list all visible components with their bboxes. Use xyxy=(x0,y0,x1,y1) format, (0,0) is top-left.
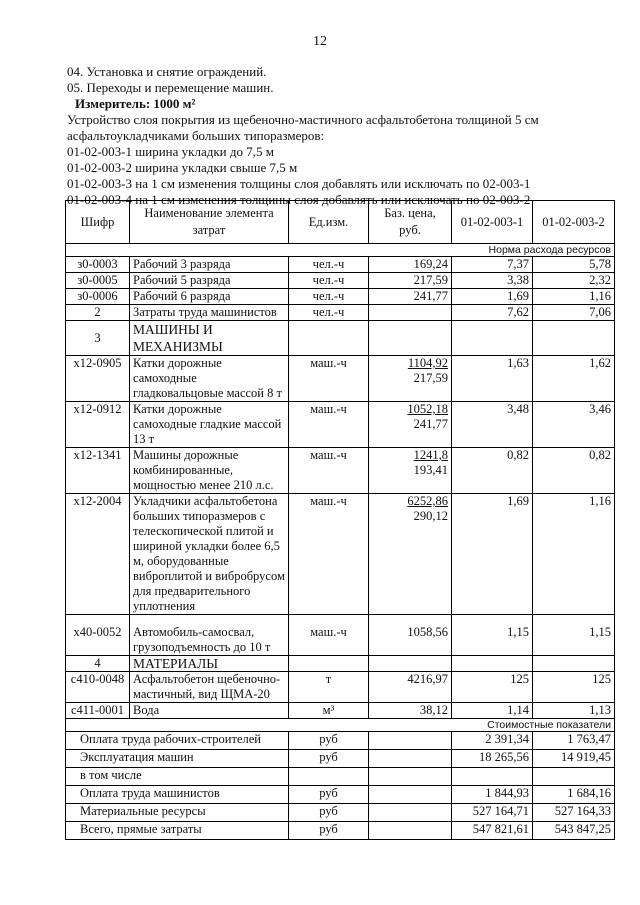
table-row xyxy=(66,615,615,656)
summary-unit xyxy=(289,768,369,786)
cell-v2: 3,46 xyxy=(533,402,615,448)
materials-section-row xyxy=(66,656,615,672)
cell-name: Катки дорожные самоходные гладковальцовые массой 8 т xyxy=(130,356,289,402)
cell-name: Асфальтобетон щебеночно-мастичный, вид ЩМА-20 xyxy=(130,672,289,703)
page-number: 12 xyxy=(313,34,327,49)
summary-v1: 527 164,71 xyxy=(452,804,533,822)
summary-row xyxy=(66,822,615,840)
summary-v1 xyxy=(452,768,533,786)
item-code-3: 01-02-003-3 на 1 см изменения толщины слоя добавлять или исключать по 02-003-1 xyxy=(67,176,531,191)
summary-name: Материальные ресурсы xyxy=(66,804,289,822)
price-operator: 193,41 xyxy=(413,463,448,477)
cell-unit: маш.-ч xyxy=(289,356,369,402)
cell-price: 241,77 xyxy=(369,289,452,305)
cell-v1: 3,38 xyxy=(452,273,533,289)
item-code-1: 01-02-003-1 ширина укладки до 7,5 м xyxy=(67,144,274,159)
cell-v1: 1,69 xyxy=(452,289,533,305)
resource-table xyxy=(65,200,615,840)
table-row xyxy=(66,257,615,273)
summary-v2: 1 763,47 xyxy=(533,732,615,750)
cell-v1: 1,15 xyxy=(452,615,533,656)
cell-code: с410-0048 xyxy=(66,672,130,703)
table-row xyxy=(66,402,615,448)
summary-unit: руб xyxy=(289,822,369,840)
header-col1: 01-02-003-1 xyxy=(452,201,533,244)
cell-code: х12-2004 xyxy=(66,494,130,615)
price-base: 1052,18 xyxy=(407,402,448,416)
cell-v1: 7,62 xyxy=(452,305,533,321)
operator-row xyxy=(66,305,615,321)
summary-name: Оплата труда машинистов xyxy=(66,786,289,804)
header-row xyxy=(66,201,615,244)
header-code: Шифр xyxy=(66,201,130,244)
price-operator: 241,77 xyxy=(413,417,448,431)
summary-row xyxy=(66,786,615,804)
cell-v2: 1,62 xyxy=(533,356,615,402)
intro-block xyxy=(67,64,627,208)
cell-price xyxy=(369,402,452,448)
cell-name: Затраты труда машинистов xyxy=(130,305,289,321)
intro-line-1: 04. Установка и снятие ограждений. xyxy=(67,64,267,79)
summary-name: Оплата труда рабочих-строителей xyxy=(66,732,289,750)
summary-row xyxy=(66,768,615,786)
cell-code: с411-0001 xyxy=(66,703,130,719)
table-row xyxy=(66,703,615,719)
cell-code: х12-0905 xyxy=(66,356,130,402)
table-row xyxy=(66,448,615,494)
cell-price: 217,59 xyxy=(369,273,452,289)
summary-unit: руб xyxy=(289,750,369,768)
summary-v2: 14 919,45 xyxy=(533,750,615,768)
cell-v2: 1,16 xyxy=(533,494,615,615)
summary-v1: 547 821,61 xyxy=(452,822,533,840)
summary-name: Всего, прямые затраты xyxy=(66,822,289,840)
work-description: Устройство слоя покрытия из щебеночно-мастичного асфальтобетона толщиной 5 см асфальтоукладчиками больших типоразмеров: xyxy=(67,112,539,143)
cell-price: 4216,97 xyxy=(369,672,452,703)
cell-unit: маш.-ч xyxy=(289,448,369,494)
cell-name: Катки дорожные самоходные гладкие массой 13 т xyxy=(130,402,289,448)
cell-v1: 3,48 xyxy=(452,402,533,448)
cell-price: 1058,56 xyxy=(369,615,452,656)
cell-v2: 1,16 xyxy=(533,289,615,305)
cell-unit: чел.-ч xyxy=(289,289,369,305)
summary-row xyxy=(66,750,615,768)
cell-v2: 2,32 xyxy=(533,273,615,289)
cell-unit: маш.-ч xyxy=(289,615,369,656)
table-row xyxy=(66,289,615,305)
cell-v2: 1,15 xyxy=(533,615,615,656)
summary-unit: руб xyxy=(289,804,369,822)
summary-name: Эксплуатация машин xyxy=(66,750,289,768)
cell-price xyxy=(369,356,452,402)
summary-v2: 1 684,16 xyxy=(533,786,615,804)
table-row xyxy=(66,356,615,402)
cell-v1: 125 xyxy=(452,672,533,703)
cell-name: Укладчики асфальтобетона больших типоразмеров с телескопической плитой и шириной укладки более 6,5 м, оборудованные виброплитой и вибробрусом для предварительного уплотнения xyxy=(130,494,289,615)
cell-unit: чел.-ч xyxy=(289,273,369,289)
cell-code: з0-0005 xyxy=(66,273,130,289)
cell-v2: 7,06 xyxy=(533,305,615,321)
cell-v2: 5,78 xyxy=(533,257,615,273)
summary-v2: 527 164,33 xyxy=(533,804,615,822)
price-operator: 290,12 xyxy=(413,509,448,523)
cell-price: 38,12 xyxy=(369,703,452,719)
cell-price xyxy=(369,494,452,615)
cell-v1: 1,69 xyxy=(452,494,533,615)
summary-v1: 2 391,34 xyxy=(452,732,533,750)
header-col2: 01-02-003-2 xyxy=(533,201,615,244)
header-price: Баз. цена, руб. xyxy=(369,201,452,244)
table-row xyxy=(66,494,615,615)
cell-v2: 0,82 xyxy=(533,448,615,494)
cell-v1: 1,14 xyxy=(452,703,533,719)
cell-name: Автомобиль-самосвал, грузоподъемность до 10 т xyxy=(130,615,289,656)
cell-v1: 1,63 xyxy=(452,356,533,402)
cell-unit: маш.-ч xyxy=(289,494,369,615)
cell-v2: 125 xyxy=(533,672,615,703)
cell-name: Рабочий 6 разряда xyxy=(130,289,289,305)
summary-row xyxy=(66,732,615,750)
summary-v1: 18 265,56 xyxy=(452,750,533,768)
cell-v1: 0,82 xyxy=(452,448,533,494)
cell-v1: 7,37 xyxy=(452,257,533,273)
cell-unit: чел.-ч xyxy=(289,305,369,321)
measure-unit: Измеритель: 1000 м² xyxy=(75,96,196,111)
machines-section-row xyxy=(66,321,615,356)
cell-unit: м³ xyxy=(289,703,369,719)
cell-price: 169,24 xyxy=(369,257,452,273)
cell-price xyxy=(369,448,452,494)
cell-unit: чел.-ч xyxy=(289,257,369,273)
price-operator: 217,59 xyxy=(413,371,448,385)
norm-label: Норма расхода ресурсов xyxy=(66,244,615,257)
item-code-4: 01-02-003-4 на 1 см изменения толщины слоя добавлять или исключать по 02-003-2 xyxy=(67,192,531,207)
header-name: Наименование элемента затрат xyxy=(130,201,289,244)
price-base: 1241,8 xyxy=(413,448,448,462)
cell-code: з0-0003 xyxy=(66,257,130,273)
cell-unit: т xyxy=(289,672,369,703)
cell-code: х12-1341 xyxy=(66,448,130,494)
cell-code: х40-0052 xyxy=(66,615,130,656)
intro-line-2: 05. Переходы и перемещение машин. xyxy=(67,80,274,95)
header-unit: Ед.изм. xyxy=(289,201,369,244)
cell-v2: 1,13 xyxy=(533,703,615,719)
cost-label-row xyxy=(66,719,615,732)
cost-label: Стоимостные показатели xyxy=(66,719,615,732)
summary-name: в том числе xyxy=(66,768,289,786)
summary-unit: руб xyxy=(289,786,369,804)
cell-unit: маш.-ч xyxy=(289,402,369,448)
cell-code: з0-0006 xyxy=(66,289,130,305)
section-number: 3 xyxy=(66,321,130,356)
norm-label-row xyxy=(66,244,615,257)
cell-name: Рабочий 5 разряда xyxy=(130,273,289,289)
price-base: 6252,86 xyxy=(407,494,448,508)
summary-v2: 543 847,25 xyxy=(533,822,615,840)
cell-name: Рабочий 3 разряда xyxy=(130,257,289,273)
cell-code: 2 xyxy=(66,305,130,321)
summary-v2 xyxy=(533,768,615,786)
price-base: 1104,92 xyxy=(407,356,448,370)
table-row xyxy=(66,273,615,289)
cell-name: Машины дорожные комбинированные, мощностью менее 210 л.с. xyxy=(130,448,289,494)
cell-price xyxy=(369,305,452,321)
table-row xyxy=(66,672,615,703)
cell-code: х12-0912 xyxy=(66,402,130,448)
summary-unit: руб xyxy=(289,732,369,750)
summary-v1: 1 844,93 xyxy=(452,786,533,804)
item-code-2: 01-02-003-2 ширина укладки свыше 7,5 м xyxy=(67,160,298,175)
section-number: 4 xyxy=(66,656,130,672)
cell-name: Вода xyxy=(130,703,289,719)
section-title: МАШИНЫ И МЕХАНИЗМЫ xyxy=(130,321,289,356)
section-title: МАТЕРИАЛЫ xyxy=(130,656,289,672)
summary-row xyxy=(66,804,615,822)
